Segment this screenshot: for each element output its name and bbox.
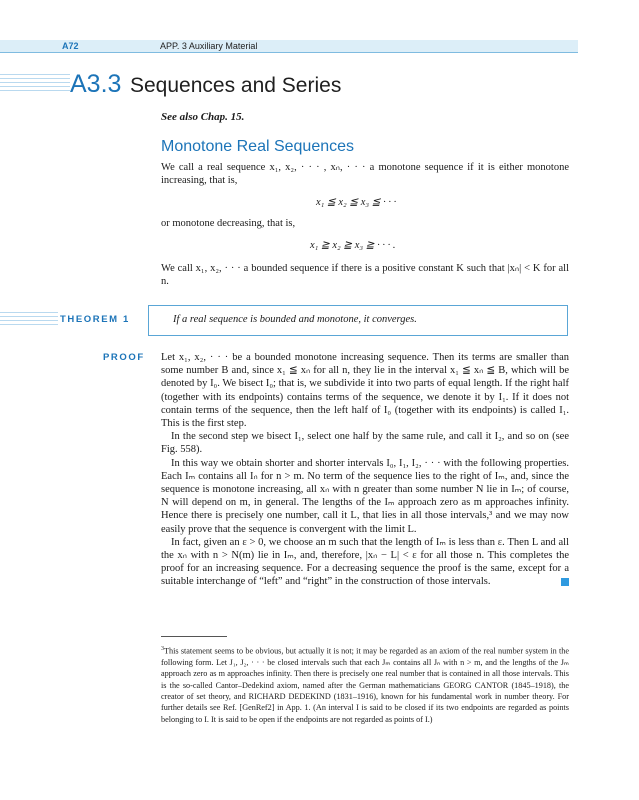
- theorem-decoration: [0, 312, 58, 326]
- equation-decreasing: x₁ ≧ x₂ ≧ x₃ ≧ · · · .: [310, 240, 396, 251]
- proof-paragraph: [161, 536, 569, 589]
- header-band: [0, 40, 578, 52]
- see-also-note: See also Chap. 15.: [161, 111, 245, 123]
- section-number: A3.3: [70, 70, 122, 98]
- header-rule: [0, 52, 578, 53]
- running-header: [0, 40, 578, 52]
- footnote-rule: [161, 636, 227, 637]
- subsection-title: Monotone Real Sequences: [161, 138, 355, 155]
- equation-increasing: x₁ ≦ x₂ ≦ x₃ ≦ · · ·: [316, 197, 397, 208]
- intro-paragraph-3: We call x₁, x₂, · · · a bounded sequence if there is a positive constant K such that |xₙ| < K for all n.: [161, 263, 569, 288]
- intro-paragraph-1: We call a real sequence x₁, x₂, · · · , xₙ, · · · a monotone sequence if it is either monotone increasing, that is,: [161, 162, 569, 187]
- footnote-marker: 3: [161, 646, 164, 652]
- qed-square-icon: [561, 578, 569, 586]
- theorem-label: THEOREM 1: [60, 314, 130, 325]
- proof-paragraph: Let x₁, x₂, · · · be a bounded monotone increasing sequence. Then its terms are smaller than some number B and, since x₁ ≦ xₙ for all n, they lie in the interval x₁ ≦ xₙ ≦ B, which will be denoted by I₀. We bisect I₀; that is, we subdivide it into two parts of equal length. If the right half (together with its endpoints) contains terms of the sequence, we denote it by I₁. If it does not contain terms of the sequence, then the left half of I₀ (together with its endpoints) is called I₁. This is the first step.: [161, 352, 569, 430]
- proof-paragraph: In the second step we bisect I₁, select one half by the same rule, and call it I₂, and so on (see Fig. 558).: [161, 431, 569, 456]
- footnote: [161, 644, 569, 725]
- intro-paragraph-2: or monotone decreasing, that is,: [161, 218, 296, 229]
- proof-paragraph: In this way we obtain shorter and shorter intervals I₀, I₁, I₂, · · · with the following properties. Each Iₘ contains all Iₙ for n > m. No term of the sequence lies to the right of Iₘ, and, since the sequence is monotone increasing, all xₙ with n greater than some number N lie in Iₘ; of course, N will depend on m, in general. The lengths of the Iₘ approach zero as m approaches infinity. Hence there is precisely one number, call it L, that lies in all those intervals,³ and we may now easily prove that the sequence is convergent with the limit L.: [161, 457, 569, 535]
- theorem-box: [148, 305, 568, 336]
- footnote-text: This statement seems to be obvious, but actually it is not; it may be regarded as an axiom of the real number system in the following form. Let J₁, J₂, · · · be closed intervals such that each Jₘ contains all Jₙ with n > m, and the lengths of the Jₘ approach zero as m approaches infinity. Then there is precisely one real number that is contained in all those intervals. This is the so-called Cantor–Dedekind axiom, named after the German mathematicians GEORG CANTOR (1845–1918), the creator of set theory, and RICHARD DEDEKIND (1831–1916), known for his fundamental work in number theory. For further details see Ref. [GenRef2] in App. 1. (An interval I is said to be closed if its two endpoints are regarded as points belonging to I. It is said to be open if the endpoints are not regarded as points of I.): [161, 646, 569, 724]
- proof-paragraph-text: In fact, given an ε > 0, we choose an m such that the length of Iₘ is less than ε. Then L and all the xₙ with n > N(m) lie in Iₘ, and, therefore, |xₙ − L| < ε for all those n. This completes the proof for an increasing sequence. For a decreasing sequence the proof is the same, except for a suitable interchange of “left” and “right” in the construction of those intervals.: [161, 536, 569, 588]
- header-title: APP. 3 Auxiliary Material: [160, 41, 258, 51]
- section-title: Sequences and Series: [130, 74, 342, 97]
- theorem-statement: If a real sequence is bounded and monotone, it converges.: [173, 314, 417, 325]
- proof-label: PROOF: [103, 352, 145, 363]
- section-decoration: [0, 74, 70, 94]
- proof-body: [161, 351, 569, 589]
- page-number: A72: [62, 41, 79, 51]
